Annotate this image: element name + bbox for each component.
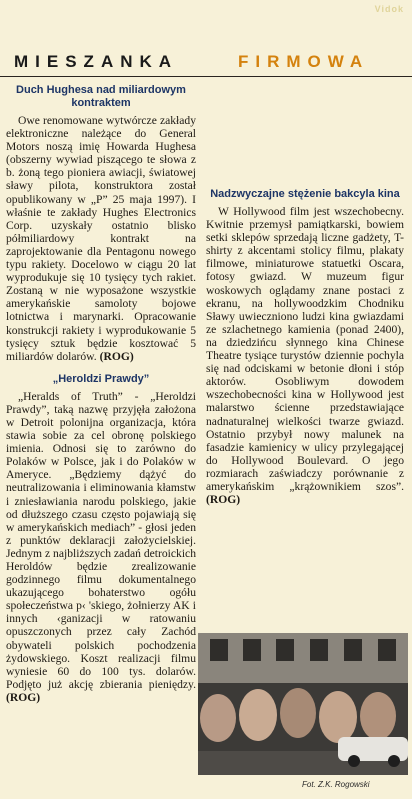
page-tab-mark: Vidok — [374, 4, 404, 14]
right-column — [206, 80, 404, 506]
left-column — [6, 82, 196, 704]
mural-photo-illustration — [198, 633, 408, 775]
article-headline: „Heroldzi Prawdy” — [52, 372, 150, 385]
article-signature: (ROG) — [206, 493, 241, 507]
mural-photo — [198, 633, 408, 775]
article-headline: Nadzwyczajne stężenie bakcyla kina — [210, 188, 400, 200]
article-body — [206, 205, 404, 506]
article-paragraph: Owe renomowane wytwórcze zakłady elektroniczne należące do General Motors noszą imię Howarda Hughesa (obszerny wywiad piszącego te słowa z b. żoną tego pioniera awiacji, światowej sławy pilota, konstruktora został opublikowany w „P” 25 maja 1997). I właśnie te zakłady Hughes Electronics Corp. uzyskały ostatnio blisko półmiliardowy kontrakt na zaprojektowanie dla Pentagonu nowego typu rakiety. Docelowo w ciągu 20 lat wyprodukuje się 10 tysięcy tych rakiet. Zostaną w nie wyposażone wszystkie amerykańskie samoloty bojowe lotnictwa i marynarki. Opracowanie konstrukcji rakiety i wyprodukowanie 5 tysięcy sztuk będzie kosztować 5 miliardów dolarów. — [6, 114, 196, 363]
section-header — [0, 50, 412, 77]
article-paragraph: „Heralds of Truth” - „Heroldzi Prawdy”, taką nazwę przyjęła założona w Detroit polonijna organizacja, która stawia sobie za cel obronę polskiego imienia. Odnosi się to zarówno do Polaków w Polsce, jak i do Polaków w Ameryce. „Będziemy dążyć do neutralizowania i eliminowania kłamstw i zniesławiania narodu polskiego, jakie od dłuższego czasu często pojawiają się w amerykańskich mediach” - głosi jeden z punktów deklaracji założycielskiej. Jednym z najbliższych zadań detroickich Heroldów będzie zrealizowanie godzinnego filmu dokumentalnego ukazującego bohaterstwo ogółu społeczeństwa p‹ 'skiego, żołnierzy AK i innych ‹ganizacji w ratowaniu opuszczonych przez cały Zachód obywateli polskich pochodzenia żydowskiego. Koszt realizacji filmu wyniesie 60 do 100 tys. dolarów. Podjęto już akcję zbierania pieniędzy. — [6, 389, 196, 691]
article-paragraph: W Hollywood film jest wszechobecny. Kwitnie przemysł pamiątkarski, bowiem setki sklepów sprzedają liczne gadżety, T-shirty z akcentami stolicy filmu, plakaty filmowe, miniaturowe statuetki Oscara, fotosy gwiazd. W muzeum figur woskowych oglądamy znane postaci z ekranu, na hollywoodzkim Chodniku Sławy uwieczniono ludzi kina gwiazdami ze szlachetnego kamienia (ponad 2400), na dziedzińcu słynnego kina Chinese Theatre tysiące turystów dziennie pochyla się nad odciskami w betonie dłoni i stóp aktorów. Osobliwym dowodem wszechobecności kina w Hollywood jest malarstwo ścienne przedstawiające nadnaturalnej wielkości twarze gwiazd. Ostatnio przybył nowy malunek na fasadzie kamienicy w ulicy przylegającej do Hollywood Boulevard. O jego rozmiarach zaświadczy porównanie z amerykańskim „krążownikiem szos”. — [206, 205, 404, 493]
article-signature: (ROG) — [99, 349, 134, 363]
section-title-right: FIRMOWA — [238, 52, 370, 71]
article-body — [6, 114, 196, 363]
article-body — [6, 390, 196, 704]
article-signature: (ROG) — [6, 690, 41, 704]
photo-caption: Fot. Z.K. Rogowski — [302, 780, 370, 789]
article-headline: Duch Hughesa nad miliardowym kontraktem — [16, 84, 186, 109]
section-title-left: MIESZANKA — [14, 52, 179, 71]
